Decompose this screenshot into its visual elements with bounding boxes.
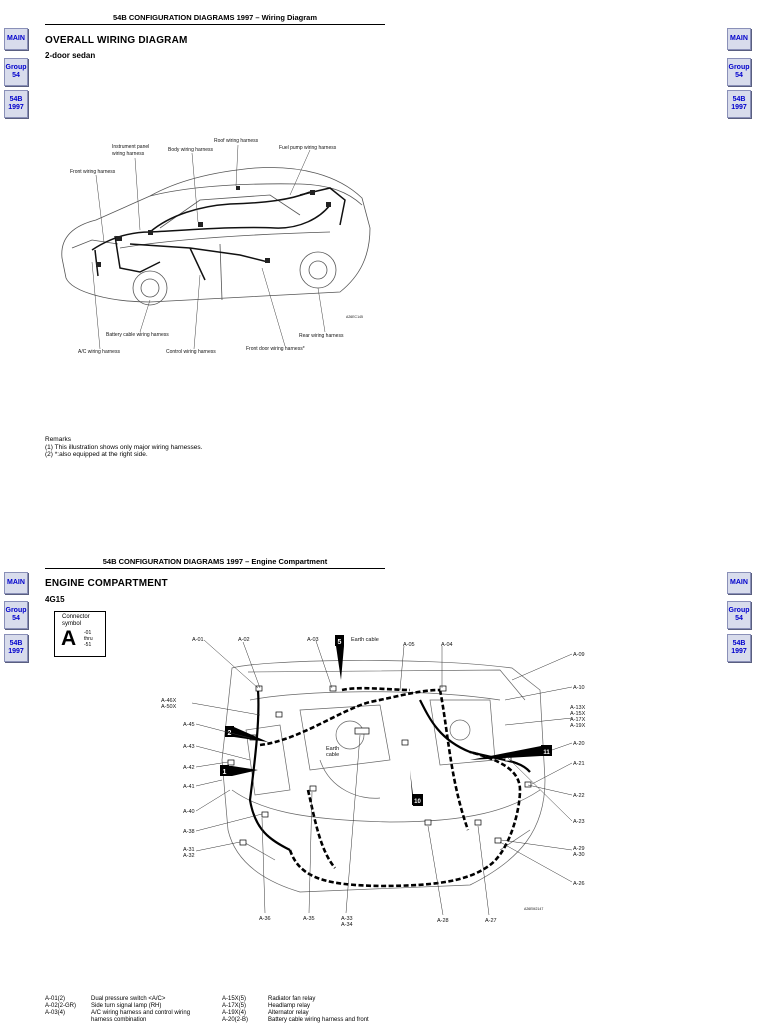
label-a33: A-33	[341, 916, 353, 922]
label-a09: A-09	[573, 652, 585, 658]
main-button-left-2[interactable]: MAIN	[4, 572, 28, 594]
label-a42: A-42	[183, 765, 195, 771]
connector-legend-right	[222, 996, 390, 1024]
callout-5: 5	[337, 639, 342, 646]
label-earth-cable-mid-l1: Earth	[326, 746, 340, 752]
label-a34: A-34	[341, 922, 353, 928]
callout-10: 10	[414, 799, 421, 805]
main-button-right-1[interactable]: MAIN	[727, 28, 751, 50]
legend-row: A-15X(5) Radiator fan relay	[222, 996, 316, 1002]
connector-legend-left	[45, 996, 213, 1024]
section-button-left-2[interactable]: 54B 1997	[4, 634, 28, 662]
label-a36: A-36	[259, 916, 271, 922]
label-a40: A-40	[183, 809, 195, 815]
group-button-left-1[interactable]: Group 54	[4, 58, 28, 86]
callout-2: 2	[227, 730, 232, 737]
label-a04: A-04	[441, 642, 453, 648]
legend-row: A-02(2-GR) Side turn signal lamp (RH)	[45, 1003, 162, 1009]
page-header-2: 54B CONFIGURATION DIAGRAMS 1997 – Engine Compartment	[102, 557, 328, 566]
main-button-left-1[interactable]: MAIN	[4, 28, 28, 50]
page-title: OVERALL WIRING DIAGRAM	[45, 35, 188, 46]
connector-range-end: -51	[84, 642, 92, 648]
connector-range-start: -01	[84, 630, 92, 636]
label-a26: A-26	[573, 881, 585, 887]
callout-1: 1	[222, 769, 227, 776]
page-title-2: ENGINE COMPARTMENT	[45, 578, 168, 589]
label-a27: A-27	[485, 918, 497, 924]
group-button-right-1[interactable]: Group 54	[727, 58, 751, 86]
legend-row: A-01(2) Dual pressure switch <A/C>	[45, 996, 166, 1002]
label-a05: A-05	[403, 642, 415, 648]
label-a03: A-03	[307, 637, 319, 643]
label-a19x: A-19X	[570, 723, 586, 729]
label-a01: A-01	[192, 637, 204, 643]
remarks-heading: Remarks	[45, 436, 72, 443]
page-subtitle: 2-door sedan	[45, 51, 96, 60]
label-fuel-pump-harness: Fuel pump wiring harness	[279, 145, 337, 151]
label-a38: A-38	[183, 829, 195, 835]
label-a02: A-02	[238, 637, 250, 643]
connector-range-thru: thru	[84, 636, 93, 642]
group-button-left-2[interactable]: Group 54	[4, 601, 28, 629]
section-button-right-1[interactable]: 54B 1997	[727, 90, 751, 118]
label-instrument-harness-l2: wiring harness	[112, 151, 145, 157]
label-front-door-harness: Front door wiring harness*	[246, 346, 305, 352]
label-earth-cable-top: Earth cable	[351, 637, 379, 643]
label-a10: A-10	[573, 685, 585, 691]
engine-compartment-illustration	[0, 600, 768, 930]
remarks	[45, 436, 202, 459]
remarks-line-1: (1) This illustration shows only major wiring harnesses.	[45, 443, 203, 451]
wiring-diagram-illustration	[0, 0, 768, 400]
label-a43: A-43	[183, 744, 195, 750]
legend-row: harness combination	[91, 1017, 147, 1023]
label-a32: A-32	[183, 853, 195, 859]
label-a15x: A-15X	[570, 711, 586, 717]
legend-row: A-17X(5) Headlamp relay	[222, 1003, 311, 1009]
label-a41: A-41	[183, 784, 195, 790]
legend-row: A-20(2-B) Battery cable wiring harness and front	[222, 1017, 369, 1023]
label-battery-cable-harness: Battery cable wiring harness	[106, 332, 169, 338]
main-button-right-2[interactable]: MAIN	[727, 572, 751, 594]
label-rear-harness: Rear wiring harness	[299, 333, 344, 339]
label-a13x: A-13X	[570, 705, 586, 711]
figure-code-2: A26EM2147	[524, 907, 544, 911]
section-button-right-2[interactable]: 54B 1997	[727, 634, 751, 662]
label-earth-cable-mid-l2: cable	[326, 752, 340, 758]
page-header: 54B CONFIGURATION DIAGRAMS 1997 – Wiring Diagram	[113, 13, 317, 22]
label-control-harness: Control wiring harness	[166, 349, 216, 355]
legend-row: A-19X(4) Alternator relay	[222, 1010, 309, 1016]
section-button-left-1[interactable]: 54B 1997	[4, 90, 28, 118]
header-rule-2	[45, 568, 385, 569]
label-front-harness: Front wiring harness	[70, 169, 116, 175]
group-button-right-2[interactable]: Group 54	[727, 601, 751, 629]
label-a28: A-28	[437, 918, 449, 924]
label-a31: A-31	[183, 847, 195, 853]
label-a23: A-23	[573, 819, 585, 825]
label-a46x: A-46X	[161, 698, 177, 704]
label-a30: A-30	[573, 852, 585, 858]
figure-code: A26EC145	[346, 315, 363, 319]
label-a29: A-29	[573, 846, 585, 852]
label-instrument-harness-l1: Instrument panel	[112, 144, 150, 150]
connector-caption-l1: Connector	[62, 614, 90, 620]
label-a21: A-21	[573, 761, 585, 767]
label-a17x: A-17X	[570, 717, 586, 723]
label-body-harness: Body wiring harness	[168, 147, 214, 153]
label-a50x: A-50X	[161, 704, 177, 710]
connector-caption-l2: symbol	[62, 620, 82, 627]
label-a22: A-22	[573, 793, 585, 799]
label-a35: A-35	[303, 916, 315, 922]
label-roof-harness: Roof wiring harness	[214, 138, 259, 144]
remarks-line-2: (2) *:also equipped at the right side.	[45, 451, 148, 458]
connector-symbol: A	[61, 627, 77, 650]
label-a20: A-20	[573, 741, 585, 747]
label-ac-harness: A/C wiring harness	[78, 349, 120, 355]
legend-row: A-03(4) A/C wiring harness and control wiring	[45, 1010, 191, 1016]
page-subtitle-2: 4G15	[45, 595, 65, 604]
callout-11: 11	[543, 750, 550, 756]
label-a45: A-45	[183, 722, 195, 728]
